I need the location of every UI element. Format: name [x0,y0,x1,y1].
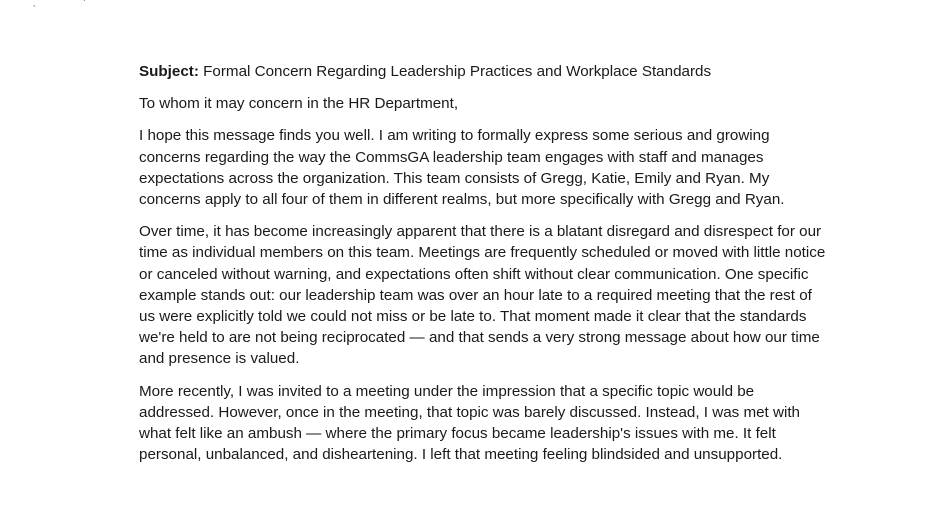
paragraph: Over time, it has become increasingly apparent that there is a blatant disregard and disrespect for our time as individual members on this team. Meetings are frequently scheduled or moved with little notice or canceled without warning, and expectations often shift without clear communication. One specific example stands out: our leadership team was over an hour late to a required meeting that the rest of us were explicitly told we could not miss or be late to. That moment made it clear that the standards we're held to are not being reciprocated — and that sends a very strong message about how our time and presence is valued. [139,223,826,368]
scan-artifact-mark: , [33,0,36,8]
paragraph: I hope this message finds you well. I am writing to formally express some serious and growing concerns regarding the way the CommsGA leadership team engages with staff and manages expectations across the organization. This team consists of Gregg, Katie, Emily and Ryan. My concerns apply to all four of them in different realms, but more specifically with Gregg and Ryan. [139,127,785,209]
subject-line [139,61,829,82]
subject-text: Formal Concern Regarding Leadership Practices and Workplace Standards [198,63,712,80]
scan-artifact-mark: ` [83,0,86,8]
paragraph: More recently, I was invited to a meeting under the impression that a specific topic would be addressed. However, once in the meeting, that topic was barely discussed. Instead, I was met with what felt like an ambush — where the primary focus became leadership's issues with me. It felt personal, unbalanced, and disheartening. I left that meeting feeling blindsided and unsupported. [139,382,800,464]
subject-label: Subject: [139,63,199,80]
letter-body [139,61,829,476]
salutation: To whom it may concern in the HR Department, [139,95,459,113]
